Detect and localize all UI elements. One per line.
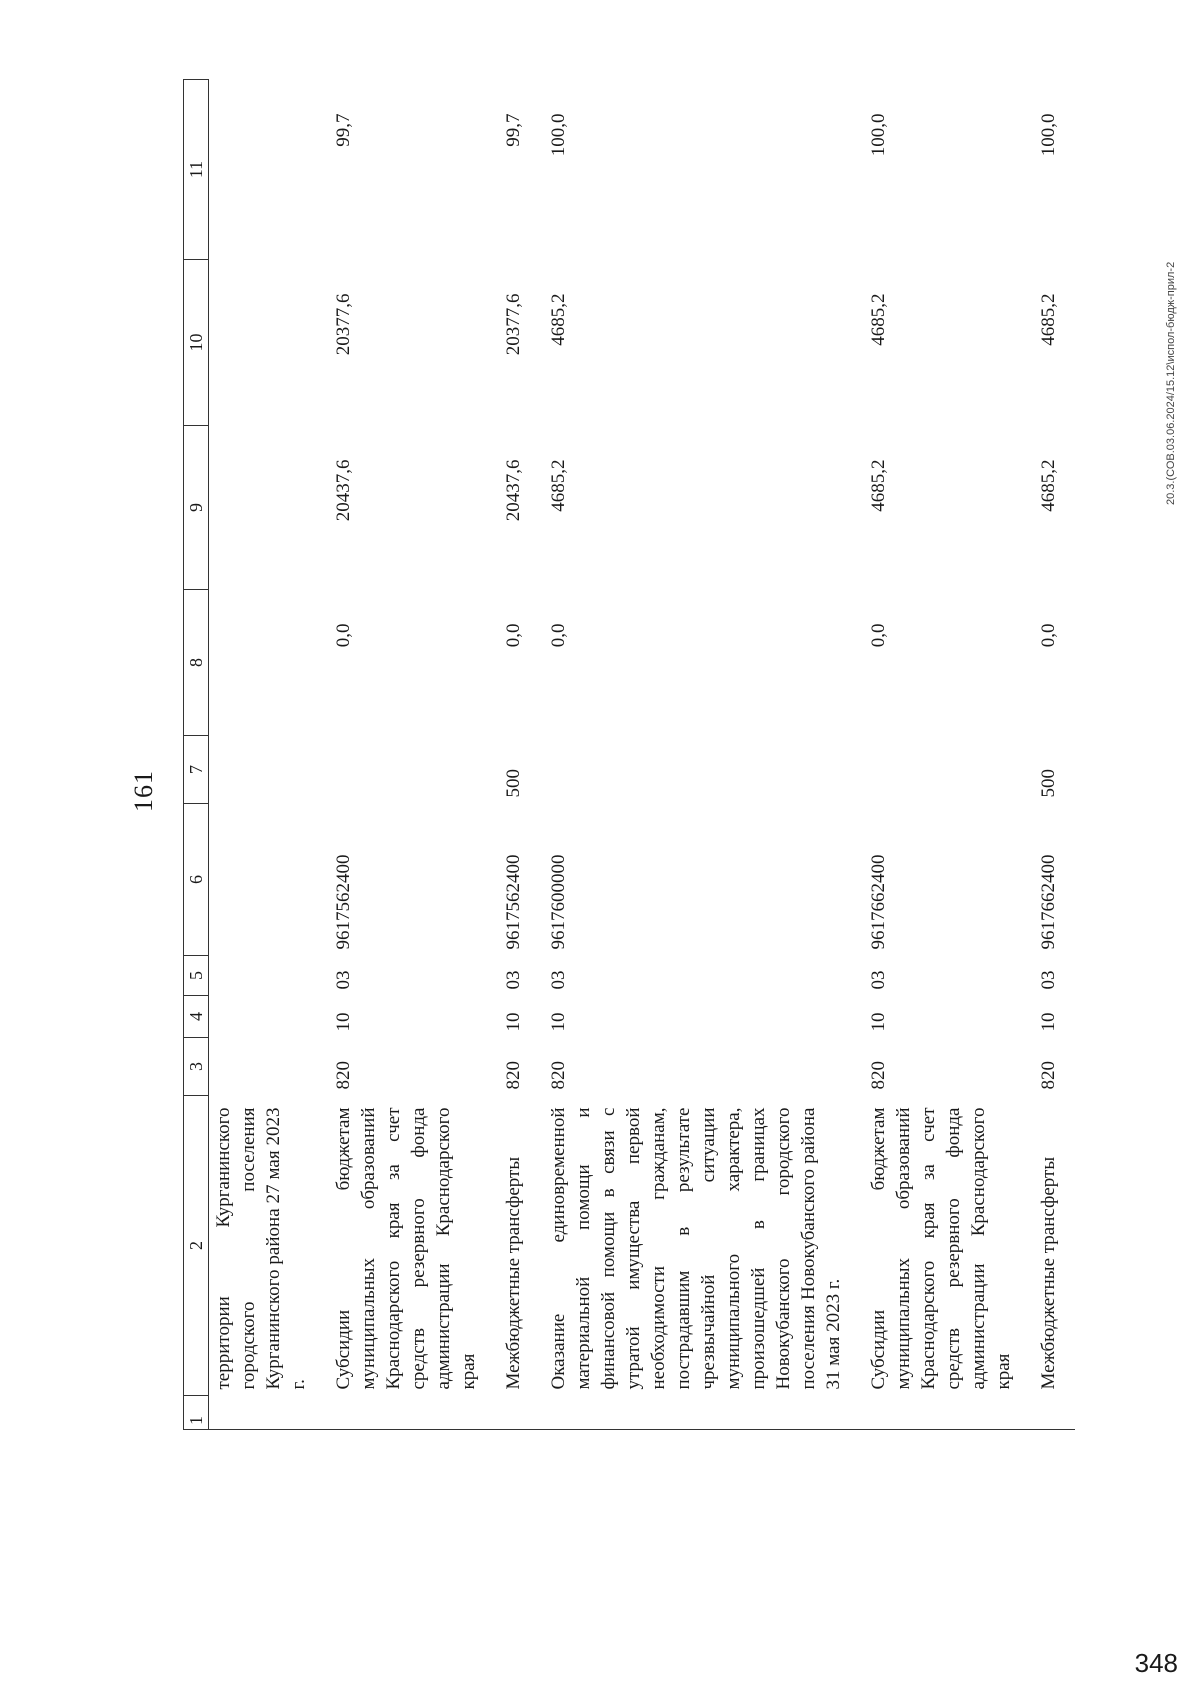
row-c9: 20437,6 <box>333 459 354 522</box>
header-col-11: 11 <box>184 80 209 260</box>
row-c6 <box>209 804 326 956</box>
row-description: Субсидии бюджетам муниципальных образований Краснодарского края за счет средств резервного фонда администрации Краснодарского края <box>868 1107 1014 1390</box>
row-description: Межбюджетные трансферты <box>1038 1156 1059 1390</box>
header-col-6: 6 <box>184 804 209 956</box>
table-body <box>209 80 1076 1430</box>
row-c6: 9617662400 <box>868 854 889 950</box>
row-c4: 10 <box>548 1012 569 1032</box>
row-spacer <box>209 1396 326 1430</box>
header-col-3: 3 <box>184 1038 209 1096</box>
row-c10: 20377,6 <box>333 293 354 356</box>
table-row <box>325 80 495 1430</box>
table-row <box>209 80 326 1430</box>
header-col-1: 1 <box>184 1396 209 1430</box>
row-c5 <box>209 956 326 996</box>
row-c10: 4685,2 <box>1038 293 1059 346</box>
rotated-page <box>125 0 1177 1600</box>
row-c5: 03 <box>333 970 354 990</box>
row-spacer <box>540 1396 860 1430</box>
row-c7 <box>540 736 860 804</box>
row-c11: 100,0 <box>1038 113 1059 157</box>
row-c3: 820 <box>333 1061 354 1090</box>
header-col-10: 10 <box>184 260 209 426</box>
row-c8 <box>209 590 326 736</box>
row-c9: 4685,2 <box>868 459 889 512</box>
row-c6: 9617562400 <box>333 854 354 950</box>
row-c3: 820 <box>1038 1061 1059 1090</box>
row-c5: 03 <box>868 970 889 990</box>
row-c4: 10 <box>1038 1012 1059 1032</box>
row-c4: 10 <box>503 1012 524 1032</box>
row-c4 <box>209 996 326 1038</box>
row-description: Межбюджетные трансферты <box>503 1156 524 1390</box>
row-c3: 820 <box>868 1061 889 1090</box>
row-c8: 0,0 <box>503 623 524 648</box>
header-col-4: 4 <box>184 996 209 1038</box>
row-c11: 99,7 <box>333 113 354 147</box>
row-c10 <box>209 260 326 426</box>
row-c8: 0,0 <box>548 623 569 648</box>
footer-document-code: 20.3.(СОВ.03.06.2024/15.12\испол-бюдж-прил-2 <box>1165 261 1177 505</box>
row-spacer <box>1030 1396 1075 1430</box>
header-col-2: 2 <box>184 1096 209 1396</box>
row-c9: 4685,2 <box>548 459 569 512</box>
row-c6: 9617562400 <box>503 854 524 950</box>
row-c7 <box>209 736 326 804</box>
table-row <box>860 80 1030 1430</box>
row-description: территории Курганинского городского поселения Курганинского района 27 мая 2023 г. <box>213 1107 309 1390</box>
budget-table <box>183 79 1075 1430</box>
row-c5: 03 <box>1038 970 1059 990</box>
row-description: Субсидии бюджетам муниципальных образований Краснодарского края за счет средств резервного фонда администрации Краснодарского края <box>333 1107 479 1390</box>
row-c11: 100,0 <box>868 113 889 157</box>
row-c10: 4685,2 <box>868 293 889 346</box>
row-c7 <box>860 736 1030 804</box>
row-c6: 9617600000 <box>548 854 569 950</box>
table-row <box>540 80 860 1430</box>
row-description: Оказание единовременной материальной помощи и финансовой помощи в связи с утратой имущества первой необходимости гражданам, пострадавшим в результате чрезвычайной ситуации муниципального характера, произошедшей в границах Новокубанского городского поселения Новокубанского района 31 мая 2023 г. <box>548 1107 844 1390</box>
row-c9: 4685,2 <box>1038 459 1059 512</box>
table-row <box>1030 80 1075 1430</box>
row-c8: 0,0 <box>333 623 354 648</box>
row-c3 <box>209 1038 326 1096</box>
row-c7 <box>325 736 495 804</box>
row-c11: 100,0 <box>548 113 569 157</box>
row-spacer <box>495 1396 540 1430</box>
row-c7: 500 <box>503 769 524 798</box>
header-col-9: 9 <box>184 426 209 590</box>
row-c7: 500 <box>1038 769 1059 798</box>
table-header <box>184 80 209 1430</box>
row-c6: 9617662400 <box>1038 854 1059 950</box>
header-col-8: 8 <box>184 590 209 736</box>
row-c8: 0,0 <box>868 623 889 648</box>
row-c3: 820 <box>503 1061 524 1090</box>
row-c4: 10 <box>333 1012 354 1032</box>
header-col-7: 7 <box>184 736 209 804</box>
row-c8: 0,0 <box>1038 623 1059 648</box>
row-c4: 10 <box>868 1012 889 1032</box>
row-c3: 820 <box>548 1061 569 1090</box>
row-c11 <box>209 80 326 260</box>
top-page-number: 161 <box>129 770 158 812</box>
row-c5: 03 <box>503 970 524 990</box>
bottom-page-number: 348 <box>1134 1648 1178 1678</box>
row-c9: 20437,6 <box>503 459 524 522</box>
row-c10: 4685,2 <box>548 293 569 346</box>
table-row <box>495 80 540 1430</box>
row-c5: 03 <box>548 970 569 990</box>
row-spacer <box>325 1396 495 1430</box>
row-c10: 20377,6 <box>503 293 524 356</box>
row-spacer <box>860 1396 1030 1430</box>
row-c11: 99,7 <box>503 113 524 147</box>
header-col-5: 5 <box>184 956 209 996</box>
row-c9 <box>209 426 326 590</box>
